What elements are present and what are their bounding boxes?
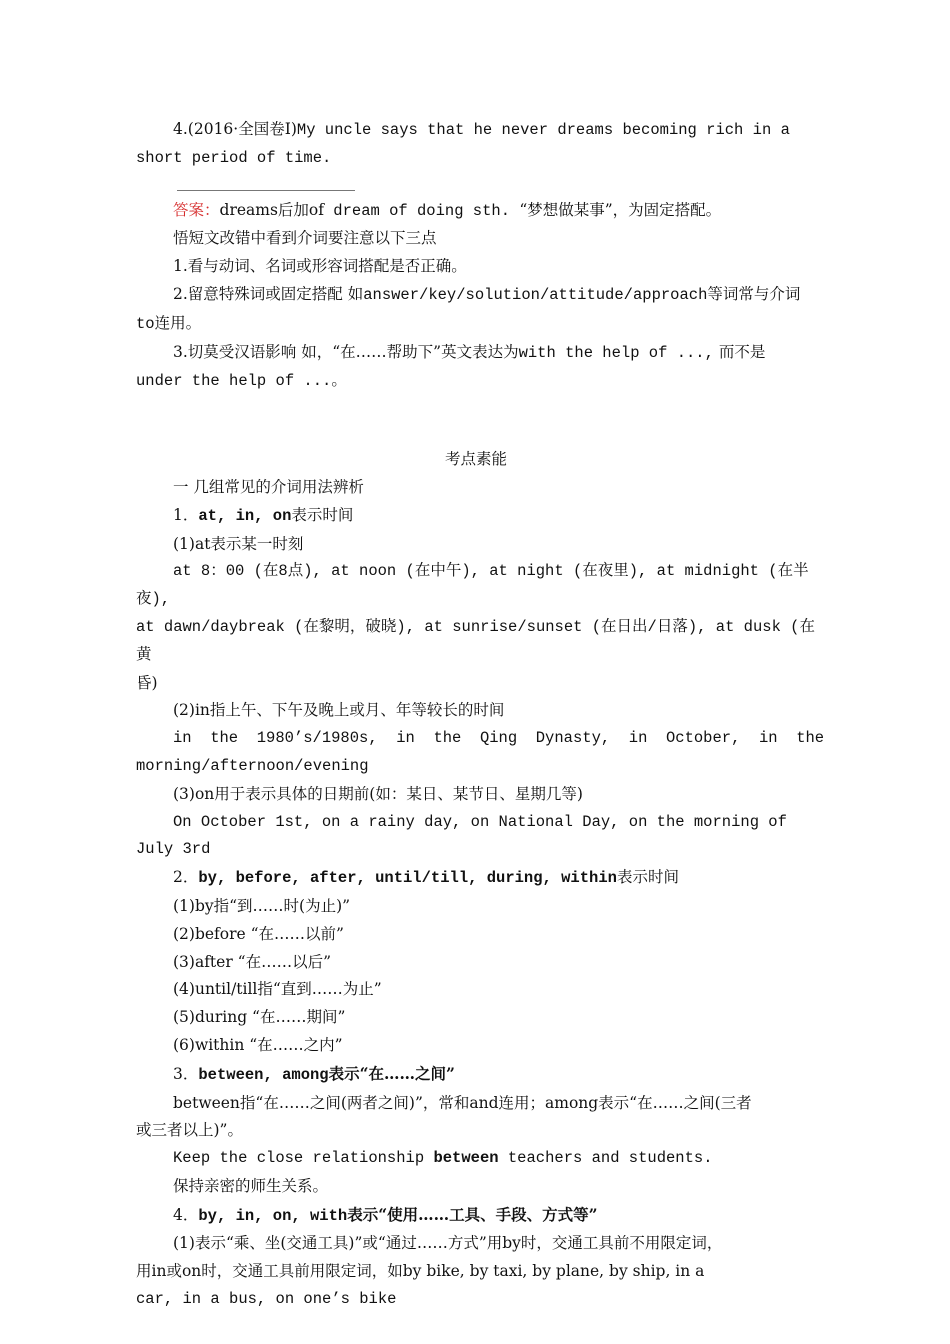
group-2-item: (4)until/till指“直到……为止” — [173, 980, 382, 999]
group-3-desc-1: between指“在……之间(两者之间)”，常和and连用；among表示“在……之间(三者 — [173, 1093, 752, 1112]
group-4-heading: 4．by, in, on, with表示“使用……工具、手段、方式等” — [173, 1204, 598, 1225]
answer-divider — [177, 190, 355, 191]
group-3-example-translation: 保持亲密的师生关系。 — [173, 1176, 329, 1195]
group-2-item: (1)by指“到……时(为止)” — [173, 896, 351, 915]
answer-line: 答案：dreams后加of dream of doing sth. “梦想做某事”，为固定搭配。 — [173, 200, 722, 220]
group-3-heading: 3．between, among表示“在……之间” — [173, 1063, 455, 1084]
group-1-item-1: (1)at表示某一时刻 — [173, 534, 304, 553]
section-title: 考点素能 — [444, 450, 507, 469]
group-4-item-1a: (1)表示“乘、坐(交通工具)”或“通过……方式”用by时，交通工具前不用限定词， — [173, 1234, 723, 1253]
group-1-example-1b: at dawn/daybreak (在黎明，破晓), at sunrise/sunset (在日出/日落), at dusk (在黄 — [136, 617, 815, 664]
group-1-item-2: (2)in指上午、下午及晚上或月、年等较长的时间 — [173, 701, 505, 720]
question-source: (2016·全国卷Ⅰ) — [187, 120, 297, 138]
group-1-item-3: (3)on用于表示具体的日期前(如：某日、某节日、星期几等) — [173, 784, 583, 803]
tip-2: 2.留意特殊词或固定搭配 如answer/key/solution/attitude/approach等词常与介词 — [173, 284, 801, 304]
section-subtitle: 一 几组常见的介词用法辨析 — [173, 477, 364, 496]
document-page — [136, 116, 825, 1314]
tip-3: 3.切莫受汉语影响 如，“在……帮助下”英文表达为with the help of ..., 而不是 — [173, 342, 766, 362]
group-1-heading: 1．at, in, on表示时间 — [173, 505, 354, 525]
group-2-item: (5)during “在……期间” — [173, 1008, 346, 1027]
group-4-item-1c: car, in a bus, on one’s bike — [136, 1290, 397, 1309]
tip-3-cont: under the help of ...。 — [136, 371, 347, 391]
group-3-desc-2: 或三者以上)”。 — [136, 1121, 243, 1140]
question-number: 4. — [173, 120, 188, 138]
group-2-item: (3)after “在……以后” — [173, 952, 332, 971]
group-3-example: Keep the close relationship between teachers and students. — [173, 1149, 713, 1168]
group-2-heading: 2．by, before, after, until/till, during, within表示时间 — [173, 868, 679, 888]
spacer — [136, 396, 816, 446]
group-4-item-1b: 用in或on时，交通工具前用限定词，如by bike, by taxi, by plane, by ship, in a — [136, 1262, 705, 1281]
group-1-example-2a: in the 1980’s/1980s, in the Qing Dynasty, in October, in the — [173, 729, 825, 748]
group-1-example-1a: at 8：00 (在8点), at noon (在中午), at night (在夜里), at midnight (在半夜), — [136, 562, 809, 609]
group-2-item: (2)before “在……以前” — [173, 924, 344, 943]
question-line-1 — [136, 116, 816, 145]
question-line-2: short period of time. — [136, 148, 332, 167]
tips-heading: 悟短文改错中看到介词要注意以下三点 — [173, 229, 437, 248]
group-1-example-2b: morning/afternoon/evening — [136, 756, 369, 775]
group-1-example-1c: 昏) — [136, 673, 158, 692]
answer-label: 答案： — [173, 200, 220, 219]
tip-1: 1.看与动词、名词或形容词搭配是否正确。 — [173, 257, 467, 276]
tip-2-cont: to连用。 — [136, 313, 202, 333]
question-text: My uncle says that he never dreams becoming rich in a — [296, 121, 790, 139]
group-2-item: (6)within “在……之内” — [173, 1035, 343, 1054]
group-1-example-3: On October 1st, on a rainy day, on National Day, on the morning of July 3rd — [136, 812, 787, 859]
